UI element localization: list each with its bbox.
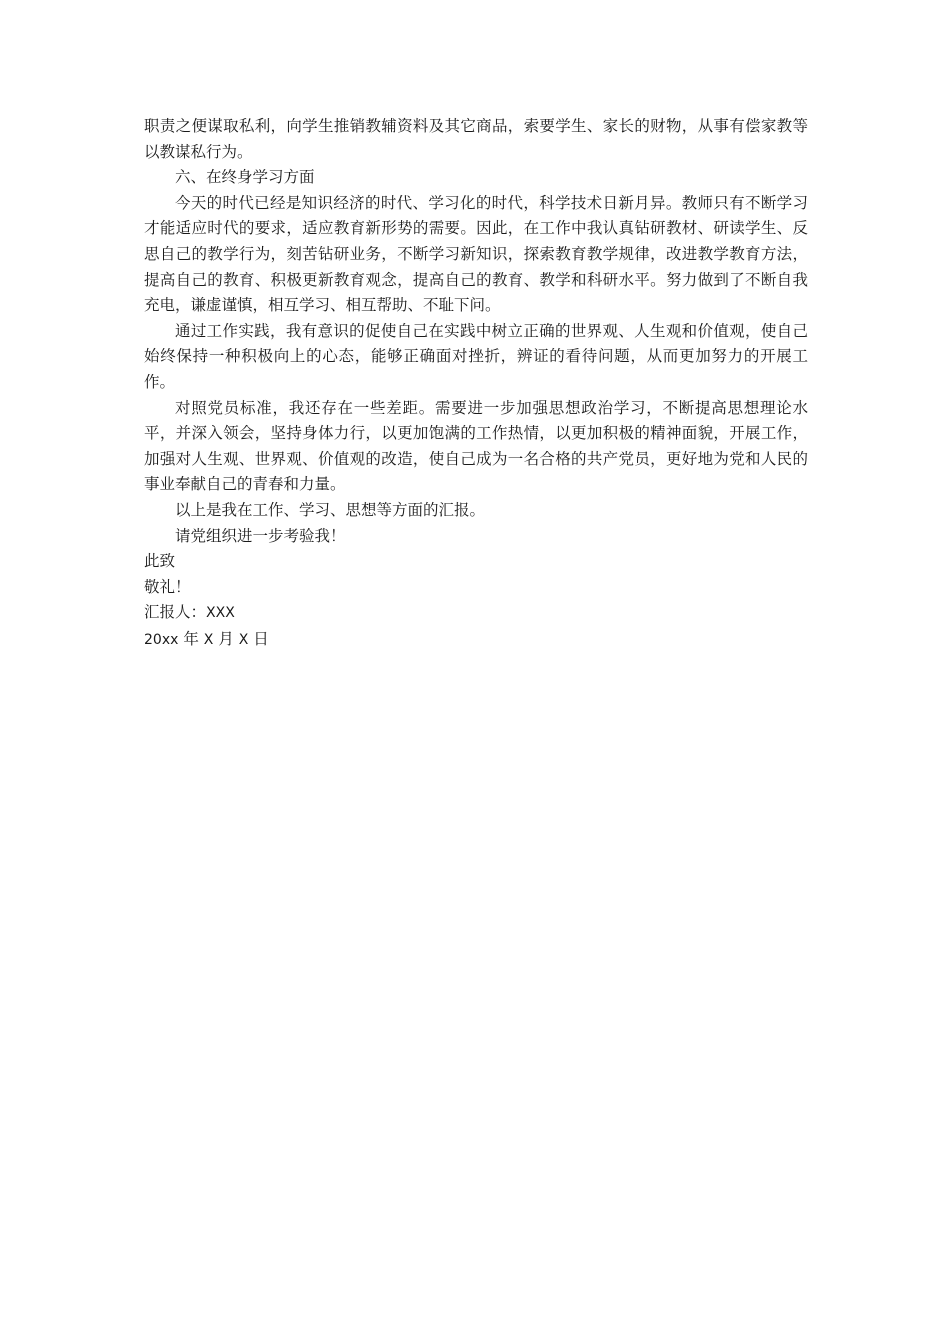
document-page [144,114,808,653]
paragraph-shortcomings: 对照党员标准，我还存在一些差距。需要进一步加强思想政治学习，不断提高思想理论水平，并深入领会，坚持身体力行，以更加饱满的工作热情，以更加积极的精神面貌，开展工作，加强对人生观、世界观、价值观的改造，使自己成为一名合格的共产党员，更好地为党和人民的事业奉献自己的青春和力量。 [144,398,808,494]
reporter-line [144,600,808,627]
paragraph-continued: 职责之便谋取私利，向学生推销教辅资料及其它商品，索要学生、家长的财物，从事有偿家教等以教谋私行为。 [144,117,808,161]
paragraph-summary: 以上是我在工作、学习、思想等方面的汇报。 [175,500,486,519]
paragraph-practice: 通过工作实践，我有意识的促使自己在实践中树立正确的世界观、人生观和价值观，使自己始终保持一种积极向上的心态，能够正确面对挫折，辨证的看待问题，从而更加努力的开展工作。 [144,321,808,391]
section-heading-lifelong-learning: 六、在终身学习方面 [175,168,315,187]
date-month: X [203,631,214,648]
reporter-name: XXX [206,605,235,622]
date-day-unit: 日 [253,629,269,648]
paragraph-learning: 今天的时代已经是知识经济的时代、学习化的时代，科学技术日新月异。教师只有不断学习才能适应时代的要求，适应教育新形势的需要。因此，在工作中我认真钻研教材、研读学生、反思自己的教学行为，刻苦钻研业务，不断学习新知识，探索教育教学规律，改进教学教育方法，提高自己的教育、积极更新教育观念，提高自己的教育、教学和科研水平。努力做到了不断自我充电，谦虚谨慎，相互学习、相互帮助、不耻下问。 [144,193,808,315]
paragraph-request: 请党组织进一步考验我！ [175,526,346,545]
date-month-unit: 月 [218,629,234,648]
date-day: X [238,631,249,648]
closing-respect: 敬礼！ [144,577,191,596]
report-date [144,627,808,654]
reporter-label: 汇报人： [144,603,207,622]
date-year: 20xx [144,631,179,648]
closing-salutation: 此致 [144,552,176,571]
date-year-unit: 年 [183,629,199,648]
